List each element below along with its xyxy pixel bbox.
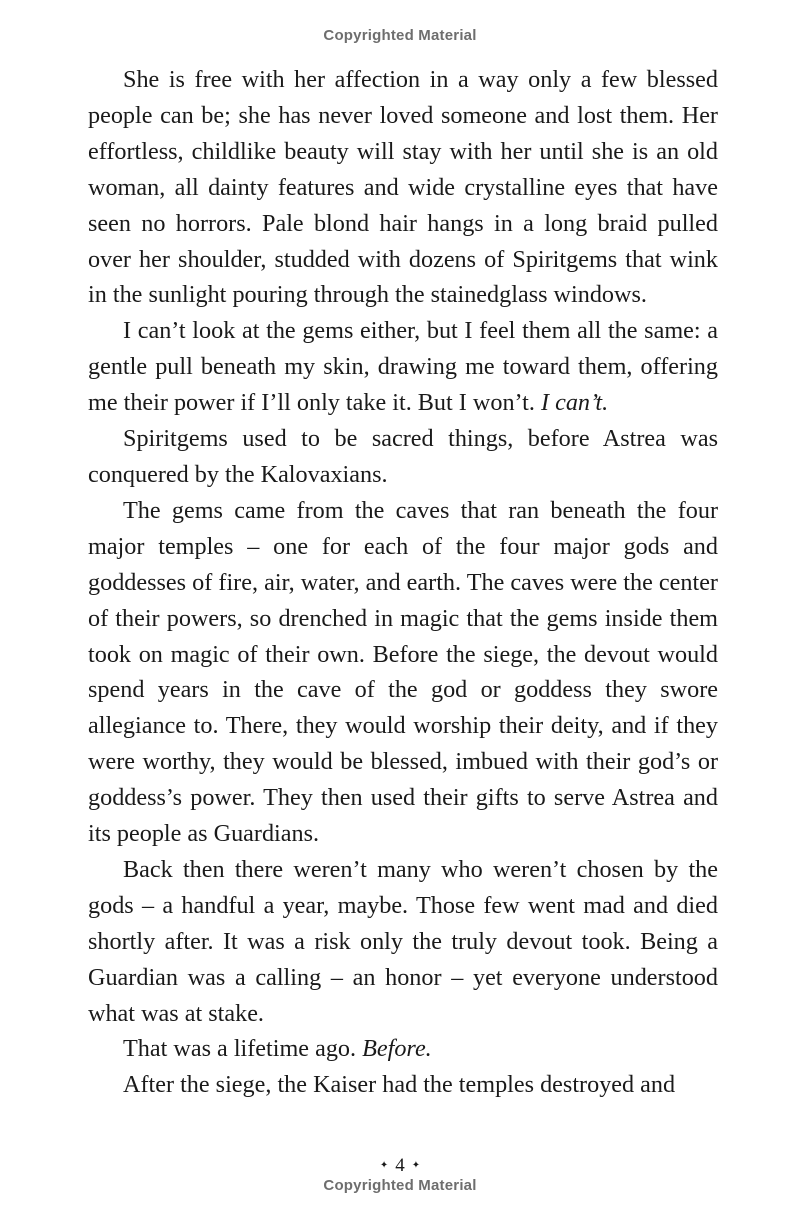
paragraph-1 — [88, 62, 718, 313]
page-body-text — [88, 62, 718, 1103]
folio-ornament-right-icon: ✦ — [411, 1160, 421, 1171]
paragraph-5 — [88, 852, 718, 1032]
paragraph-7 — [88, 1067, 718, 1103]
paragraph-7-text: After the siege, the Kaiser had the temples destroyed and — [123, 1071, 676, 1099]
paragraph-2 — [88, 313, 718, 421]
paragraph-2-emphasis: I can’t. — [540, 389, 609, 417]
copyright-watermark-bottom: Copyrighted Material — [323, 1177, 477, 1194]
paragraph-4-text: The gems came from the caves that ran beneath the four major temples – one for each of the four major gods and goddesses of fire, air, water, and earth. The caves were the center of their powers, so drenched in magic that the gems inside them took on magic of their own. Before the siege, the devout would spend years in the cave of the god or goddess they swore allegiance to. There, they would worship their deity, and if they were worthy, they would be blessed, imbued with their god’s or goddess’s power. They then used their gifts to serve Astrea and its people as Guardians. — [88, 496, 718, 848]
page-folio — [0, 1155, 800, 1177]
paragraph-5-text: Back then there weren’t many who weren’t chosen by the gods – a handful a year, maybe. Those few went mad and died shortly after. It was a risk only the truly devout took. Being a Guardian was a calling – an honor – yet everyone understood what was at stake. — [88, 855, 718, 1027]
paragraph-1-text: She is free with her affection in a way only a few blessed people can be; she has never loved someone and lost them. Her effortless, childlike beauty will stay with her until she is an old woman, all dainty features and wide crystalline eyes that have seen no horrors. Pale blond hair hangs in a long braid pulled over her shoulder, studded with dozens of Spiritgems that wink in the sunlight pouring through the stainedglass windows. — [88, 66, 718, 309]
paragraph-3-text: Spiritgems used to be sacred things, before Astrea was conquered by the Kalovaxians. — [88, 425, 718, 488]
folio-ornament-left-icon: ✦ — [379, 1160, 389, 1171]
page-number: 4 — [395, 1155, 405, 1176]
paragraph-3 — [88, 421, 718, 493]
paragraph-4 — [88, 493, 718, 852]
paragraph-2-text: I can’t look at the gems either, but I feel them all the same: a gentle pull beneath my skin, drawing me toward them, offering me their power if I’ll only take it. But I won’t. — [88, 317, 718, 417]
paragraph-6-emphasis: Before. — [362, 1035, 432, 1063]
paragraph-6 — [88, 1031, 718, 1067]
copyright-watermark-top: Copyrighted Material — [323, 27, 477, 44]
paragraph-6-text: That was a lifetime ago. — [123, 1035, 363, 1063]
